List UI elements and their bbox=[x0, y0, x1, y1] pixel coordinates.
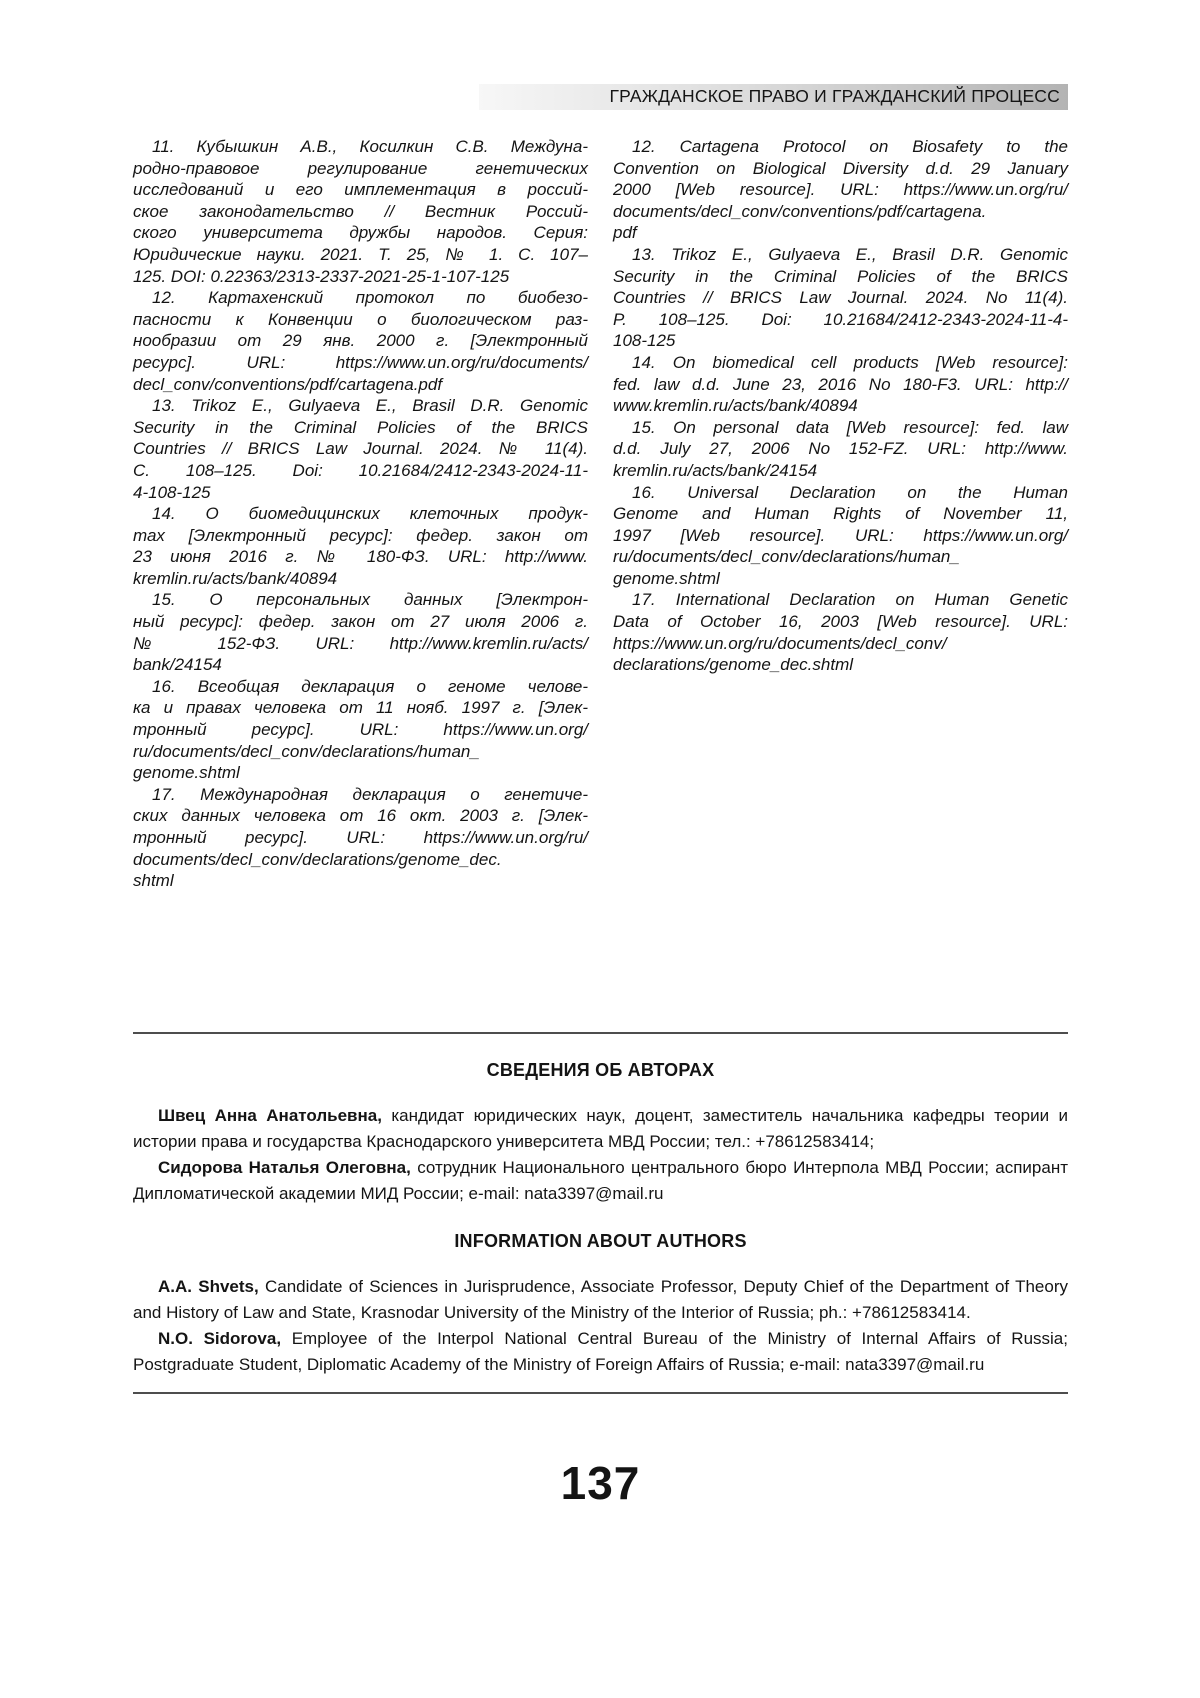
author-name: N.O. Sidorova, bbox=[158, 1328, 282, 1348]
references-column-ru bbox=[133, 136, 588, 892]
reference-line: нообразии от 29 янв. 2000 г. [Электронный bbox=[133, 331, 588, 351]
journal-page bbox=[133, 0, 1068, 1698]
author-entry bbox=[133, 1155, 1068, 1207]
reference-line: Convention on Biological Diversity d.d. 29 January bbox=[613, 158, 1068, 178]
author-details: сотрудник Национального центрального бюро Интерпола МВД России; аспирант Дипломатической академии МИД России; e-mail: nata3397@mail.ru bbox=[133, 1157, 1068, 1203]
author-details: кандидат юридических наук, доцент, заместитель начальника кафедры теории и истории права и государства Краснодарского университета МВД России; тел.: +78612583414; bbox=[133, 1105, 1068, 1151]
reference-item bbox=[133, 589, 588, 675]
reference-line: Юридические науки. 2021. Т. 25, № 1. С. 107– bbox=[133, 244, 588, 264]
reference-item bbox=[613, 244, 1068, 352]
reference-line: kremlin.ru/acts/bank/24154 bbox=[613, 460, 818, 480]
reference-line: documents/decl_conv/declarations/genome_dec. bbox=[133, 849, 502, 869]
reference-item bbox=[613, 417, 1068, 482]
reference-item bbox=[133, 676, 588, 784]
reference-line: Security in the Criminal Policies of the BRICS bbox=[133, 417, 588, 437]
reference-line: ского университета дружбы народов. Серия: bbox=[133, 223, 588, 243]
reference-item bbox=[613, 482, 1068, 590]
reference-line: Security in the Criminal Policies of the BRICS bbox=[613, 266, 1068, 286]
reference-line: 12. Cartagena Protocol on Biosafety to the bbox=[632, 137, 1068, 156]
author-details: Candidate of Sciences in Jurisprudence, Associate Professor, Deputy Chief of the Department of Theory and History of Law and State, Krasnodar University of the Ministry of the Interior of Russia; ph.: +78612583414. bbox=[133, 1276, 1068, 1322]
divider-bottom bbox=[133, 1392, 1068, 1394]
reference-line: 16. Всеобщая декларация о геноме челове- bbox=[152, 676, 588, 696]
divider-top bbox=[133, 1032, 1068, 1034]
reference-line: www.kremlin.ru/acts/bank/40894 bbox=[613, 396, 858, 416]
reference-line: 2000 [Web resource]. URL: https://www.un.org/ru/ bbox=[613, 180, 1068, 200]
reference-line: bank/24154 bbox=[133, 655, 222, 675]
reference-line: kremlin.ru/acts/bank/40894 bbox=[133, 568, 338, 588]
reference-line: 15. О персональных данных [Электрон- bbox=[152, 590, 588, 610]
reference-line: decl_conv/conventions/pdf/cartagena.pdf bbox=[133, 374, 443, 394]
reference-line: pdf bbox=[613, 223, 637, 243]
reference-line: тах [Электронный ресурс]: федер. закон от bbox=[133, 525, 588, 545]
reference-line: пасности к Конвенции о биологическом раз- bbox=[133, 309, 588, 329]
reference-line: 11. Кубышкин А.В., Косилкин С.В. Междуна- bbox=[152, 137, 588, 156]
section-heading: ГРАЖДАНСКОЕ ПРАВО И ГРАЖДАНСКИЙ ПРОЦЕСС bbox=[479, 84, 1068, 110]
reference-line: ru/documents/decl_conv/declarations/human_ bbox=[133, 741, 480, 761]
author-name: Сидорова Наталья Олеговна, bbox=[158, 1157, 411, 1177]
author-entry bbox=[133, 1103, 1068, 1155]
reference-line: Data of October 16, 2003 [Web resource]. URL: bbox=[613, 612, 1068, 632]
reference-line: shtml bbox=[133, 871, 174, 891]
page-number: 137 bbox=[560, 1456, 641, 1509]
authors-ru-list bbox=[133, 1103, 1068, 1207]
reference-line: Genome and Human Rights of November 11, bbox=[613, 504, 1068, 524]
author-entry bbox=[133, 1274, 1068, 1326]
reference-line: 17. International Declaration on Human Genetic bbox=[632, 590, 1068, 610]
reference-line: 4-108-125 bbox=[133, 482, 211, 502]
running-head bbox=[133, 0, 1068, 110]
reference-line: 14. О биомедицинских клеточных продук- bbox=[152, 504, 588, 524]
reference-line: тронный ресурс]. URL: https://www.un.org/ bbox=[133, 720, 588, 740]
reference-line: С. 108–125. Doi: 10.21684/2412-2343-2024-11- bbox=[133, 460, 588, 480]
reference-line: 1997 [Web resource]. URL: https://www.un.org/ bbox=[613, 525, 1068, 545]
reference-line: ских данных человека от 16 окт. 2003 г. [Элек- bbox=[133, 806, 588, 826]
reference-line: d.d. July 27, 2006 No 152-FZ. URL: http://www. bbox=[613, 439, 1068, 459]
reference-line: 13. Trikoz E., Gulyaeva E., Brasil D.R. Genomic bbox=[152, 396, 588, 416]
reference-line: 17. Международная декларация о генетиче- bbox=[152, 784, 588, 804]
author-name: Швец Анна Анатольевна, bbox=[158, 1105, 382, 1125]
reference-line: исследований и его имплементация в россий- bbox=[133, 180, 588, 200]
reference-line: declarations/genome_dec.shtml bbox=[613, 655, 854, 675]
references-section bbox=[133, 136, 1068, 892]
reference-item bbox=[613, 136, 1068, 244]
reference-line: тронный ресурс]. URL: https://www.un.org/ru/ bbox=[133, 828, 588, 847]
reference-line: родно-правовое регулирование генетических bbox=[133, 158, 588, 178]
reference-line: P. 108–125. Doi: 10.21684/2412-2343-2024-11-4- bbox=[613, 309, 1068, 329]
reference-item bbox=[133, 784, 588, 892]
authors-en-list bbox=[133, 1274, 1068, 1378]
reference-item bbox=[133, 136, 588, 287]
reference-line: genome.shtml bbox=[133, 763, 240, 783]
authors-en-title: INFORMATION ABOUT AUTHORS bbox=[454, 1230, 747, 1251]
reference-line: ный ресурс]: федер. закон от 27 июля 2006 г. bbox=[133, 612, 588, 632]
reference-item bbox=[613, 589, 1068, 675]
reference-line: Countries // BRICS Law Journal. 2024. No 11(4). bbox=[613, 288, 1068, 308]
reference-line: ское законодательство // Вестник Россий- bbox=[133, 201, 588, 221]
reference-line: genome.shtml bbox=[613, 568, 720, 588]
reference-line: 125. DOI: 0.22363/2313-2337-2021-25-1-107-125 bbox=[133, 266, 510, 286]
reference-item bbox=[133, 395, 588, 503]
reference-line: documents/decl_conv/conventions/pdf/cartagena. bbox=[613, 201, 987, 221]
reference-line: ка и правах человека от 11 нояб. 1997 г. [Элек- bbox=[133, 698, 588, 718]
reference-line: fed. law d.d. June 23, 2016 No 180-F3. URL: http:// bbox=[613, 374, 1068, 394]
reference-line: 23 июня 2016 г. № 180-ФЗ. URL: http://www. bbox=[133, 547, 588, 567]
reference-line: 16. Universal Declaration on the Human bbox=[632, 482, 1068, 502]
reference-line: 12. Картахенский протокол по биобезо- bbox=[152, 288, 588, 308]
reference-line: https://www.un.org/ru/documents/decl_conv/ bbox=[613, 633, 947, 653]
authors-ru-title: СВЕДЕНИЯ ОБ АВТОРАХ bbox=[486, 1059, 715, 1080]
reference-item bbox=[133, 503, 588, 589]
reference-line: 13. Trikoz E., Gulyaeva E., Brasil D.R. Genomic bbox=[632, 244, 1068, 264]
author-name: A.A. Shvets, bbox=[158, 1276, 259, 1296]
reference-line: ресурс]. URL: https://www.un.org/ru/documents/ bbox=[133, 352, 588, 372]
reference-line: № 152-ФЗ. URL: http://www.kremlin.ru/acts/ bbox=[133, 633, 588, 653]
reference-line: 108-125 bbox=[613, 331, 676, 351]
reference-line: ru/documents/decl_conv/declarations/human_ bbox=[613, 547, 960, 567]
reference-item bbox=[613, 352, 1068, 417]
reference-line: 15. On personal data [Web resource]: fed. law bbox=[632, 417, 1068, 437]
author-entry bbox=[133, 1326, 1068, 1378]
reference-item bbox=[133, 287, 588, 395]
reference-line: Countries // BRICS Law Journal. 2024. № 11(4). bbox=[133, 439, 588, 459]
author-details: Employee of the Interpol National Central Bureau of the Ministry of Internal Affairs of Russia; Postgraduate Student, Diplomatic Academy of the Ministry of Foreign Affairs of Russia; e-mail: nata3397@mail.ru bbox=[133, 1328, 1068, 1374]
reference-line: 14. On biomedical cell products [Web resource]: bbox=[632, 352, 1068, 372]
references-column-en bbox=[613, 136, 1068, 892]
